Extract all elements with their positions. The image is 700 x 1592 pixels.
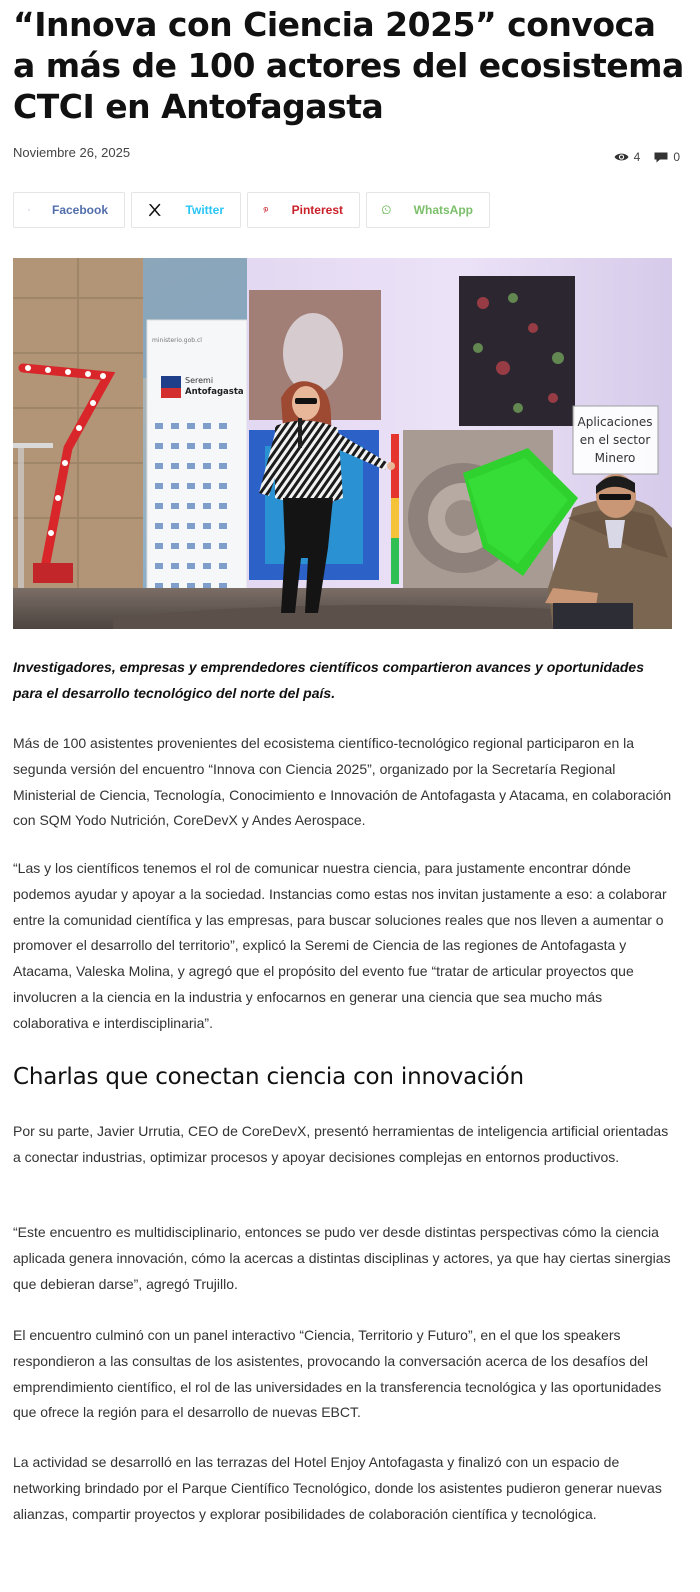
article-stats <box>614 150 680 164</box>
event-photo <box>13 258 672 629</box>
share-twitter-button[interactable] <box>131 192 241 228</box>
views-count: 4 <box>633 150 641 164</box>
article-title: “Innova con Ciencia 2025” convoca a más de 100 actores del ecosistema CTCI en Antofagasta <box>13 5 684 126</box>
share-pinterest-button[interactable] <box>247 192 360 228</box>
paragraph-3: Por su parte, Javier Urrutia, CEO de CoreDevX, presentó herramientas de inteligencia artificial orientadas a conectar industrias, optimizar procesos y apoyar decisiones complejas en entornos productivos. <box>13 1123 669 1165</box>
share-facebook-label: Facebook <box>51 203 108 217</box>
screen-label-line3: Minero <box>594 451 636 465</box>
pinterest-icon <box>262 201 270 219</box>
whatsapp-icon <box>381 201 392 219</box>
banner-url: ministerio.gob.cl <box>152 337 202 344</box>
section-heading: Charlas que conectan ciencia con innovación <box>13 1064 524 1090</box>
hero-image <box>13 258 672 629</box>
paragraph-2: “Las y los científicos tenemos el rol de comunicar nuestra ciencia, para justamente encontrar dónde podemos ayudar y apoyar a la sociedad. Instancias como estas nos invitan justamente a eso: a colaborar entre la comunidad científica y las empresas, para buscar soluciones reales que nos lleven a aumentar o promover el desarrollo del territorio”, explicó la Seremi de Ciencia de las regiones de Antofagasta y Atacama, Valeska Molina, y agregó que el propósito del evento fue “tratar de articular proyectos que involucren a la ciencia en la industria y enfocarnos en generar una ciencia que sea mucho más colaborativa e interdisciplinaria”. <box>13 860 667 1031</box>
share-whatsapp-button[interactable] <box>366 192 490 228</box>
x-icon <box>146 201 164 219</box>
eye-icon <box>614 152 629 162</box>
facebook-icon <box>28 201 30 219</box>
paragraph-6: La actividad se desarrolló en las terrazas del Hotel Enjoy Antofagasta y finalizó con un espacio de networking brindado por el Parque Científico Tecnológico, donde los asistentes pudieron generar nuevas alianzas, compartir proyectos y explorar posibilidades de colaboración científica y tecnológica. <box>13 1454 662 1522</box>
article-date: Noviembre 26, 2025 <box>13 145 131 160</box>
screen-label-line2: en el sector <box>579 433 651 447</box>
paragraph-1: Más de 100 asistentes provenientes del ecosistema científico-tecnológico regional participaron en la segunda versión del encuentro “Innova con Ciencia 2025”, organizado por la Secretaría Regional Ministerial de Ciencia, Tecnología, Conocimiento e Innovación de Antofagasta y Atacama, en colaboración con SQM Yodo Nutrición, CoreDevX y Andes Aerospace. <box>13 735 672 829</box>
share-whatsapp-label: WhatsApp <box>413 203 473 217</box>
banner-org-line2: Antofagasta <box>185 387 244 397</box>
views-counter <box>614 150 641 164</box>
paragraph-5: El encuentro culminó con un panel interactivo “Ciencia, Territorio y Futuro”, en el que los speakers respondieron a las consultas de los asistentes, provocando la conversación acerca de los desafíos del emprendimiento científico, el rol de las universidades en la transferencia tecnológica y las oportunidades que ofrece la región para el desarrollo de nuevas EBCT. <box>13 1327 662 1421</box>
article-lead: Investigadores, empresas y emprendedores científicos compartieron avances y oportunidades para el desarrollo tecnológico del norte del país. <box>13 659 644 701</box>
comment-icon <box>654 152 668 163</box>
comments-count: 0 <box>673 150 680 164</box>
share-pinterest-label: Pinterest <box>291 203 343 217</box>
banner-org-line1: Seremi <box>185 376 214 385</box>
paragraph-4: “Este encuentro es multidisciplinario, entonces se pudo ver desde distintas perspectivas cómo la ciencia aplicada genera innovación, cómo la acercas a distintas disciplinas y actores, ya que hay ciertas sinergias que debieran darse”, agregó Trujillo. <box>13 1224 671 1292</box>
share-facebook-button[interactable] <box>13 192 125 228</box>
comments-counter[interactable] <box>654 150 680 164</box>
share-twitter-label: Twitter <box>185 203 224 217</box>
screen-label-line1: Aplicaciones <box>577 415 653 429</box>
share-bar <box>13 192 490 228</box>
